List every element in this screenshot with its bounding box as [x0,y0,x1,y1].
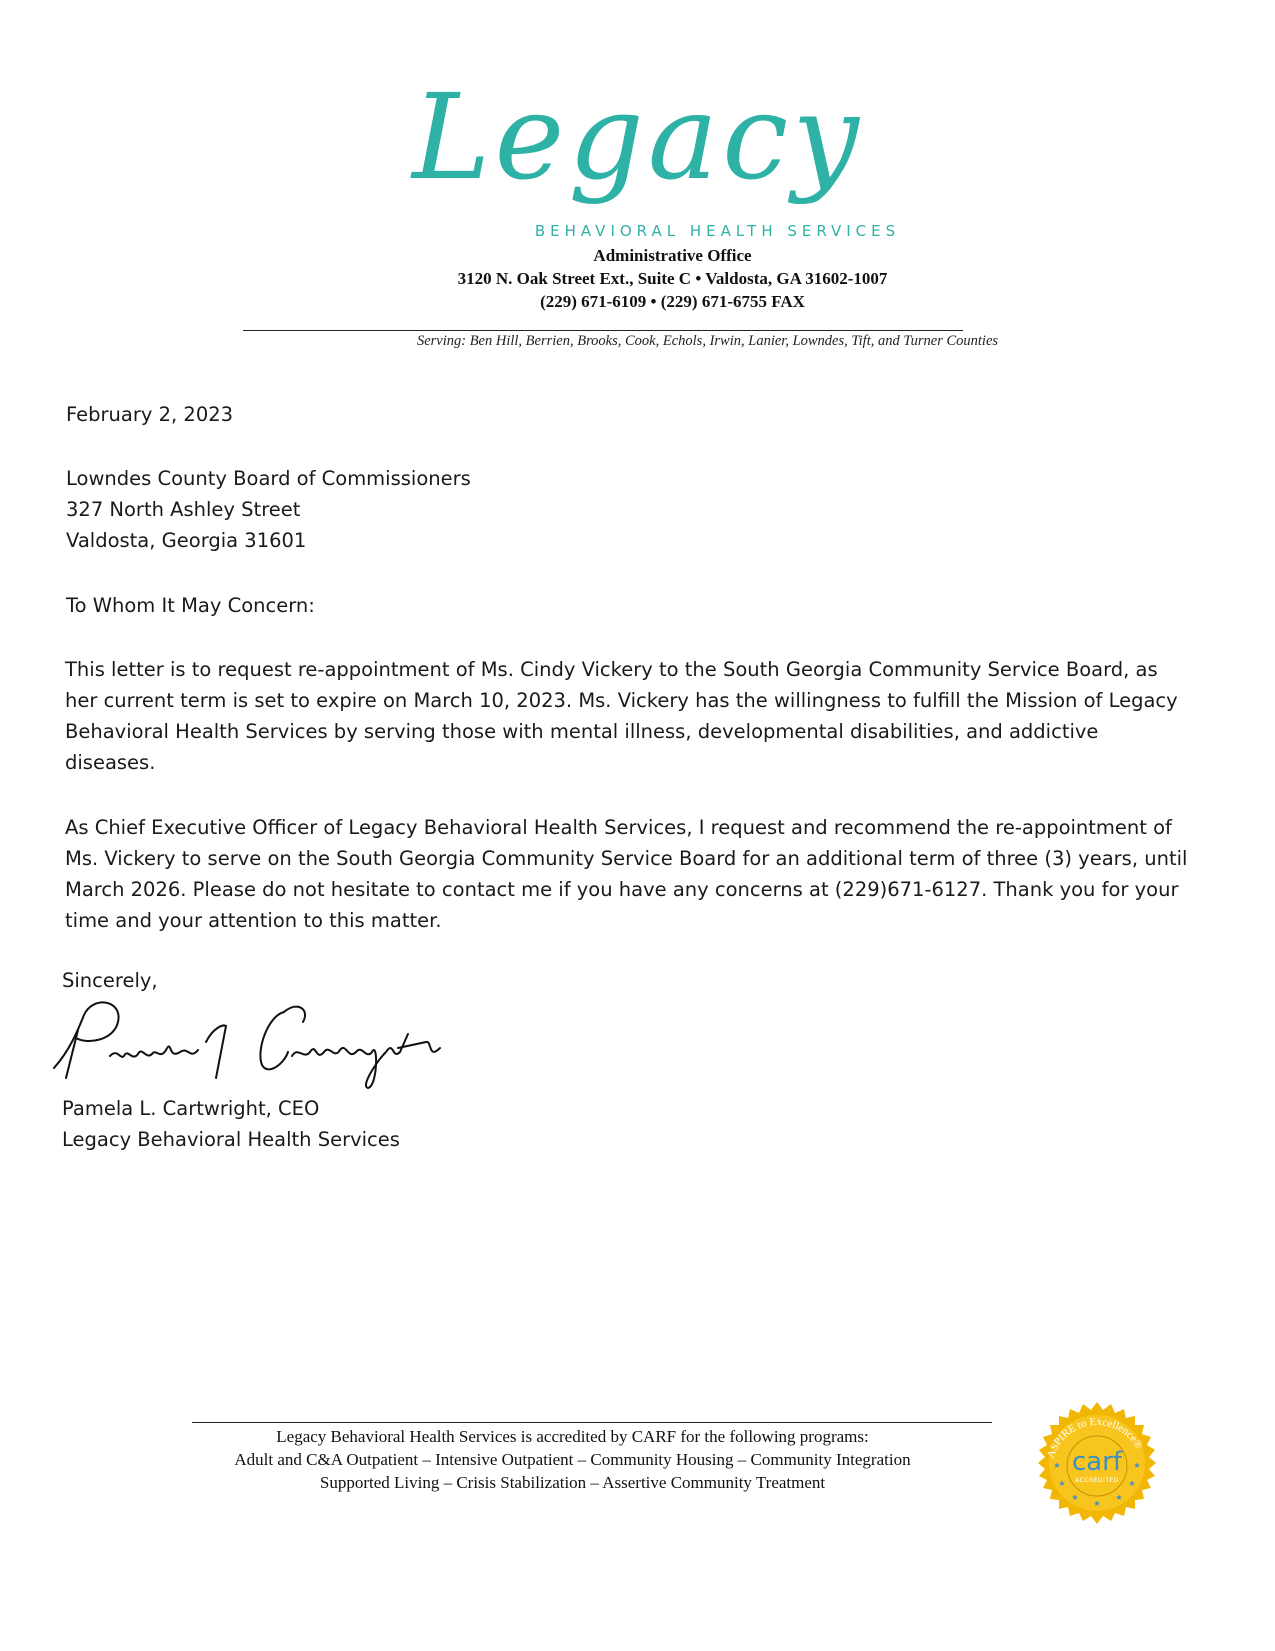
svg-text:★: ★ [1058,1479,1066,1488]
recipient-line2: 327 North Ashley Street [66,498,301,521]
footer-divider [192,1422,992,1423]
logo-subtitle: BEHAVIORAL HEALTH SERVICES [534,222,901,240]
carf-seal-icon [1030,1400,1164,1534]
svg-text:ASPIRE to Excellence®: ASPIRE to Excellence® [1044,1415,1145,1460]
footer-line3: Supported Living – Crisis Stabilization – Assertive Community Treatment [319,1473,826,1492]
office-phones: (229) 671-6109 • (229) 671-6755 FAX [540,292,805,311]
footer-line2: Adult and C&A Outpatient – Intensive Outpatient – Community Housing – Community Integration [234,1450,911,1469]
signer-name: Pamela L. Cartwright, CEO [62,1097,320,1120]
recipient-line1: Lowndes County Board of Commissioners [66,467,471,490]
logo-script: Legacy [412,68,863,206]
svg-text:★: ★ [1133,1461,1141,1470]
svg-text:carf: carf [1071,1447,1123,1477]
paragraph-2: As Chief Executive Officer of Legacy Behavioral Health Services, I request and recommend the re-appointment of Ms. Vickery to serve on the South Georgia Community Service Board for an additional term of three (3) years, until March 2026. Please do not hesitate to contact me if you have any concerns at (229)671-6127. Thank you for your time and your attention to this matter. [65,816,1188,932]
signature-image [48,990,448,1090]
signer-org: Legacy Behavioral Health Services [62,1128,400,1151]
svg-text:★: ★ [1071,1493,1079,1502]
svg-text:★: ★ [1053,1461,1061,1470]
closing: Sincerely, [62,969,158,992]
salutation: To Whom It May Concern: [66,594,315,617]
header-divider [243,330,963,331]
paragraph-1: This letter is to request re-appointment of Ms. Cindy Vickery to the South Georgia Community Service Board, as her current term is set to expire on March 10, 2023. Ms. Vickery has the willingness to fulfill the Mission of Legacy Behavioral Health Services by serving those with mental illness, developmental disabilities, and addictive diseases. [65,658,1178,774]
svg-text:ACCREDITED: ACCREDITED [1075,1477,1119,1484]
svg-text:★: ★ [1093,1499,1101,1508]
recipient-line3: Valdosta, Georgia 31601 [66,529,307,552]
office-address: 3120 N. Oak Street Ext., Suite C • Valdosta, GA 31602-1007 [457,269,888,288]
footer-line1: Legacy Behavioral Health Services is accredited by CARF for the following programs: [276,1427,869,1446]
office-title: Administrative Office [593,246,752,265]
serving-counties: Serving: Ben Hill, Berrien, Brooks, Cook, Echols, Irwin, Lanier, Lowndes, Tift, and Turner Counties [416,333,999,349]
svg-text:★: ★ [1128,1479,1136,1488]
letter-date: February 2, 2023 [66,403,234,426]
svg-text:★: ★ [1115,1493,1123,1502]
